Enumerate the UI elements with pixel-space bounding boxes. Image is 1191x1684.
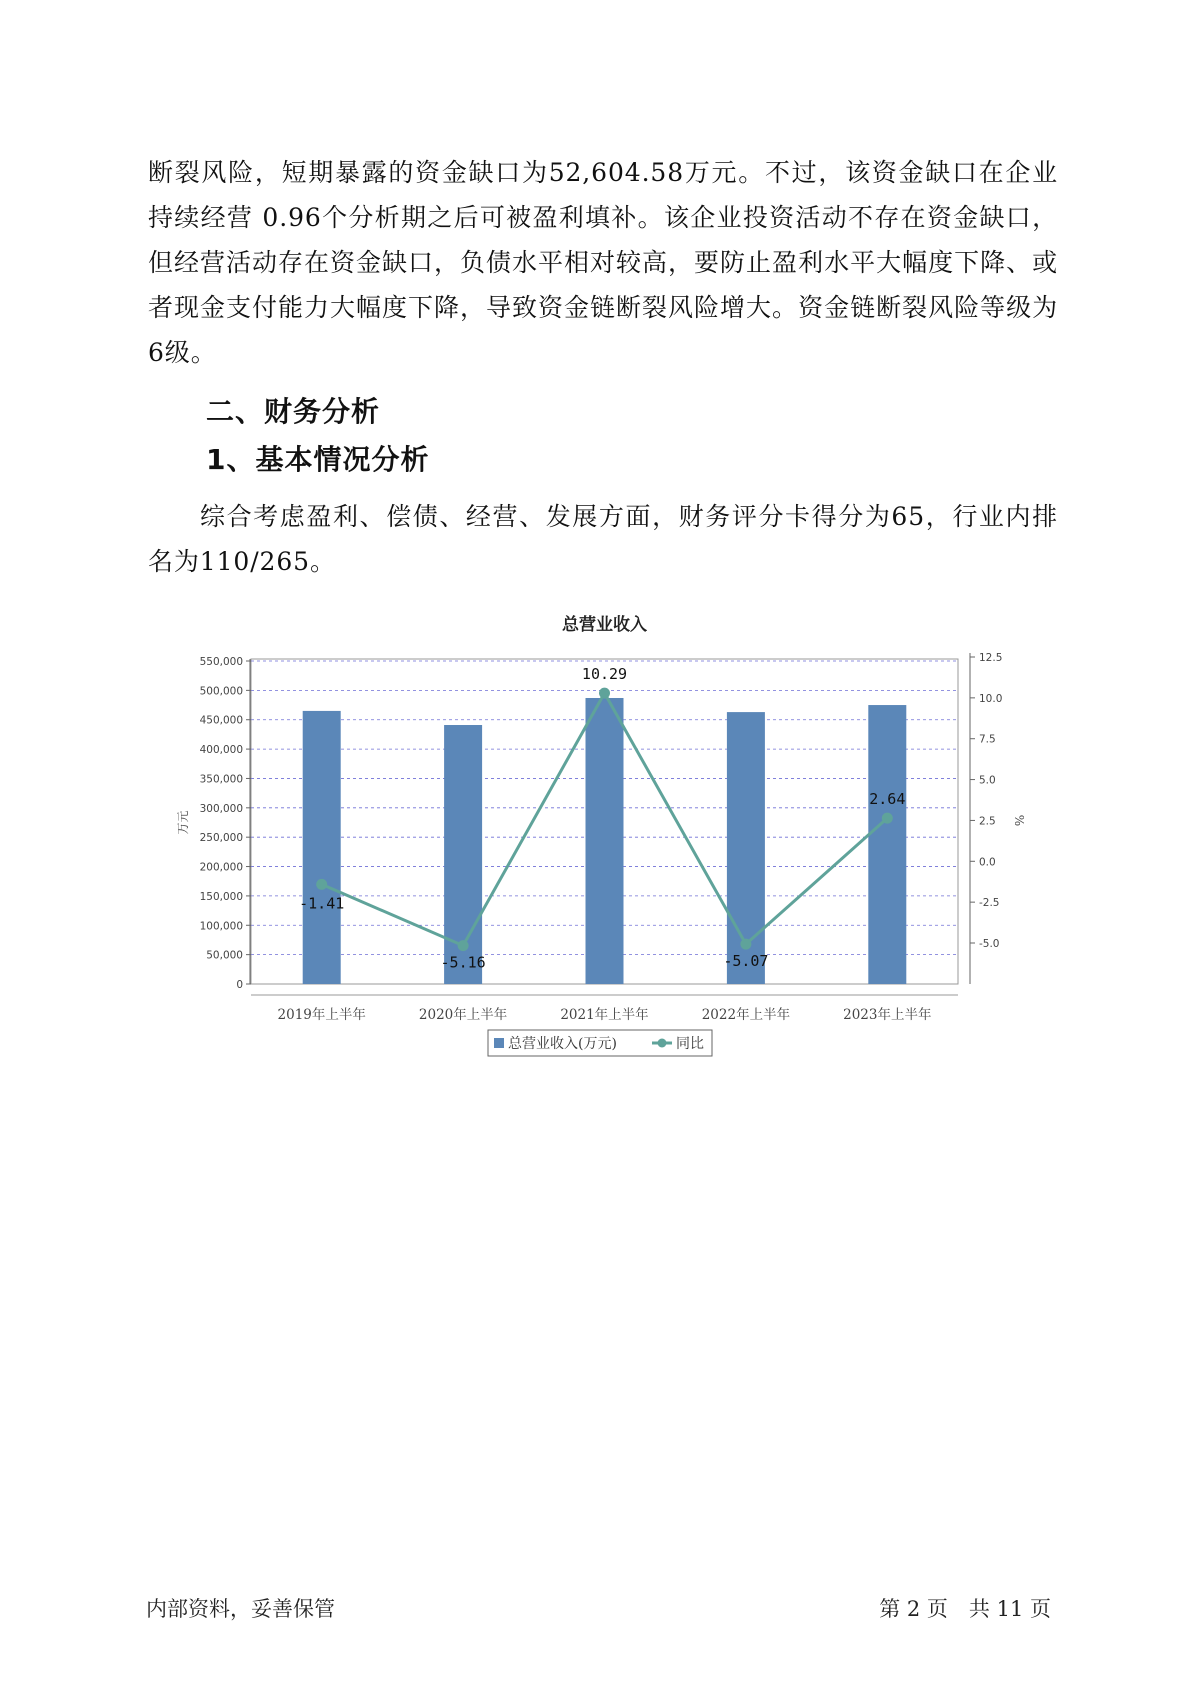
left-tick-label: 500,000 [199, 685, 243, 698]
legend-label-bar: 总营业收入(万元) [508, 1036, 617, 1052]
yoy-data-label: 10.29 [581, 665, 628, 684]
category-label: 2019年上半年 [277, 1007, 366, 1023]
right-tick-label: 2.5 [979, 815, 996, 828]
section-heading: 二、财务分析 [206, 395, 381, 428]
footer-confidential-note: 内部资料，妥善保管 [146, 1597, 335, 1621]
revenue-bar [303, 711, 341, 984]
right-tick-label: 12.5 [979, 652, 1003, 664]
left-tick-label: 250,000 [199, 832, 243, 845]
left-tick-label: 450,000 [199, 714, 243, 727]
left-axis-label: 万元 [176, 810, 190, 835]
left-tick-label: 400,000 [199, 744, 243, 757]
yoy-data-label: -5.16 [440, 953, 486, 972]
right-tick-label: 5.0 [979, 774, 996, 787]
legend-swatch-point [658, 1039, 667, 1048]
right-tick-label: 10.0 [979, 692, 1003, 705]
legend-label-line: 同比 [676, 1036, 704, 1052]
yoy-point [740, 939, 751, 950]
yoy-point [458, 940, 469, 951]
right-tick-label: -5.0 [979, 938, 1000, 950]
paragraph-risk-summary: 断裂风险，短期暴露的资金缺口为52,604.58万元。不过，该资金缺口在企业持续经营 0.96个分析期之后可被盈利填补。该企业投资活动不存在资金缺口，但经营活动存在资金缺口，负债水平相对较高，要防止盈利水平大幅度下降、或者现金支付能力大幅度下降，导致资金链断裂风险增大。资金链断裂风险等级为6级。 [148, 158, 1058, 367]
left-tick-label: 300,000 [199, 802, 243, 815]
left-tick-label: 100,000 [199, 920, 243, 933]
category-label: 2023年上半年 [843, 1007, 932, 1023]
sub-heading: 1、基本情况分析 [206, 443, 430, 476]
chart-title: 总营业收入 [562, 615, 647, 635]
category-label: 2021年上半年 [560, 1007, 649, 1023]
left-tick-label: 0 [236, 979, 243, 991]
paragraph-score-summary: 综合考虑盈利、偿债、经营、发展方面，财务评分卡得分为65，行业内排名为110/265。 [148, 502, 1058, 576]
left-tick-label: 150,000 [199, 890, 243, 903]
yoy-point [882, 813, 893, 824]
right-tick-label: 7.5 [979, 733, 996, 746]
left-tick-label: 200,000 [199, 861, 243, 874]
yoy-data-label: 2.64 [869, 790, 906, 809]
right-tick-label: 0.0 [979, 856, 996, 869]
right-axis-label: % [1012, 814, 1026, 827]
revenue-chart [0, 600, 1191, 1080]
left-tick-label: 550,000 [199, 656, 243, 668]
left-tick-label: 350,000 [199, 773, 243, 786]
revenue-bar [586, 698, 624, 984]
yoy-data-label: -5.07 [723, 952, 769, 971]
yoy-point [316, 879, 327, 890]
revenue-bar [868, 705, 906, 984]
left-tick-label: 50,000 [206, 949, 243, 962]
yoy-data-label: -1.41 [299, 894, 345, 913]
category-label: 2022年上半年 [701, 1007, 791, 1023]
category-label: 2020年上半年 [418, 1007, 508, 1023]
legend-swatch-bar [494, 1038, 504, 1048]
revenue-chart-svg [0, 600, 1191, 1080]
yoy-point [599, 688, 610, 699]
right-tick-label: -2.5 [979, 897, 1000, 910]
footer-page-number: 第 2 页 共 11 页 [879, 1597, 1051, 1621]
